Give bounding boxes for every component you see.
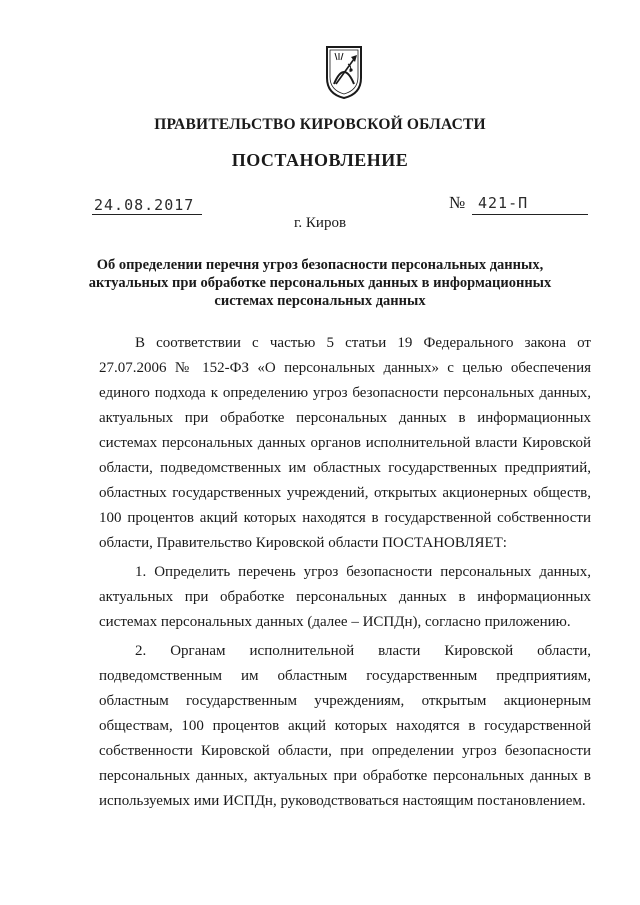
document-number: 421-П [478, 194, 529, 212]
document-subject [70, 256, 570, 310]
clause-1-paragraph: 1. Определить перечень угроз безопасности персональных данных, актуальных при обработке персональных данных в информационных системах персональных данных (далее – ИСПДн), согласно приложению. [99, 564, 591, 630]
city: г. Киров [293, 215, 347, 231]
preamble-paragraph: В соответствии с частью 5 статьи 19 Федерального закона от 27.07.2006 № 152-ФЗ «О персональных данных» с целью обеспечения единого подхода к определению угроз безопасности персональных данных, актуальных при обработке персональных данных в информационных системах персональных данных органов исполнительной власти Кировской области, подведомственных им областных государственных предприятий, областных государственных учреждений, открытых акционерных обществ, 100 процентов акций которых находятся в государственной собственности области, Правительство Кировской области ПОСТАНОВЛЯЕТ: [99, 335, 591, 551]
subject-line-3: системах персональных данных [214, 293, 426, 309]
government-title: ПРАВИТЕЛЬСТВО КИРОВСКОЙ ОБЛАСТИ [154, 116, 486, 133]
clause-2-paragraph: 2. Органам исполнительной власти Кировской области, подведомственным им областным государственным предприятиям, областным государственным учреждениям, открытым акционерным обществам, 100 процентов акций которых находятся в государственной собственности Кировской области, при определении угроз безопасности персональных данных, актуальных при обработке персональных данных в используемых ими ИСПДн, руководствоваться настоящим постановлением. [99, 643, 591, 809]
subject-line-2: актуальных при обработке персональных данных в информационных [88, 275, 552, 291]
number-label: № [449, 193, 466, 212]
document-type: ПОСТАНОВЛЕНИЕ [231, 150, 409, 170]
document-body [99, 331, 591, 818]
subject-line-1: Об определении перечня угроз безопасности персональных данных, [96, 257, 544, 273]
document-date: 24.08.2017 [94, 196, 195, 214]
kirov-region-coat-of-arms-icon [324, 44, 364, 100]
